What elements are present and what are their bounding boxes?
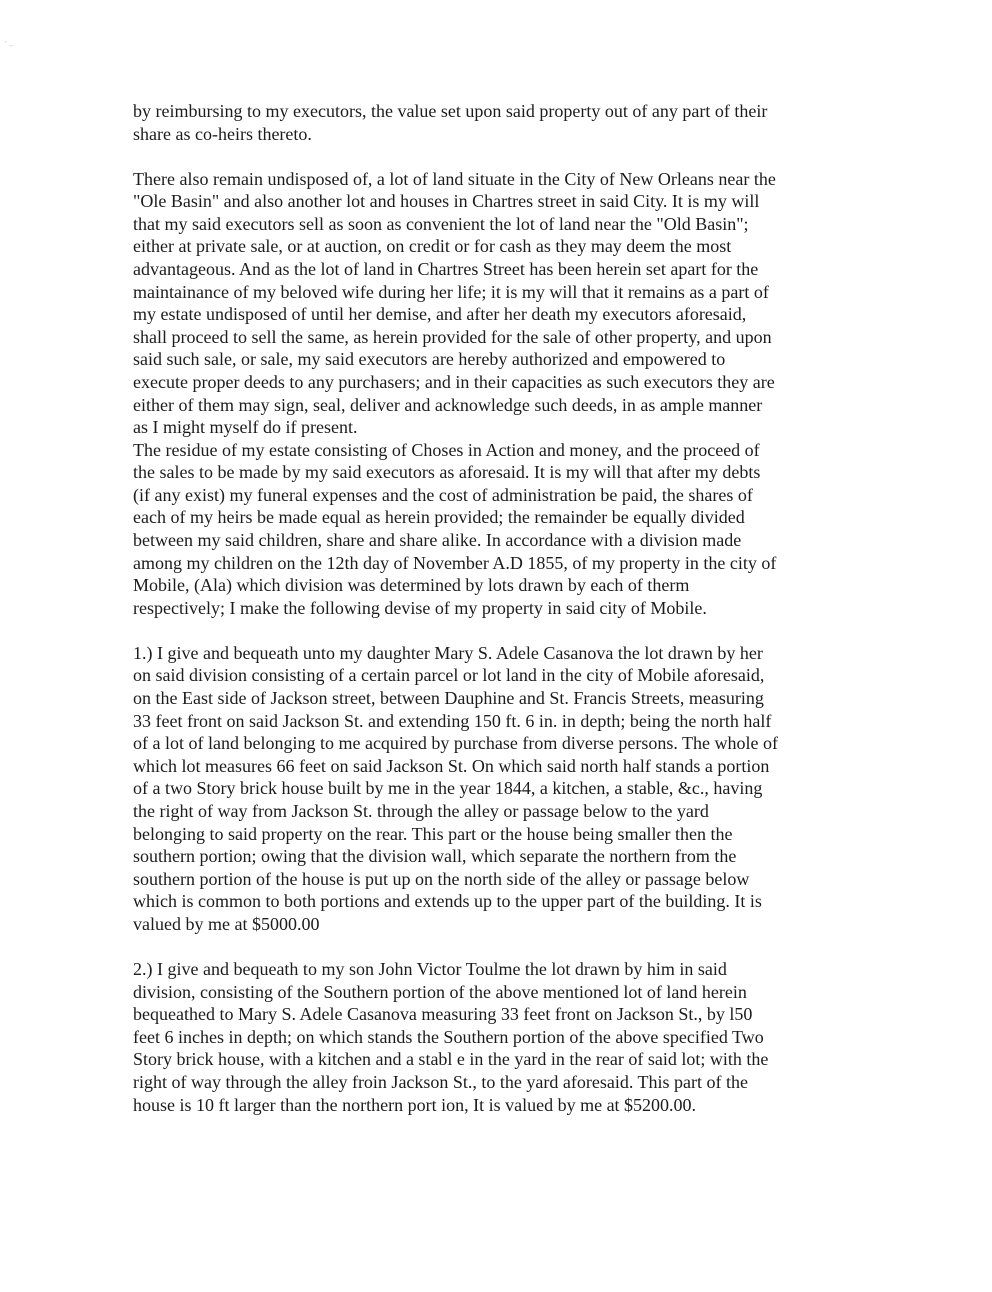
text-line: southern portion of the house is put up on the north side of the alley or passage below xyxy=(133,868,750,889)
text-line: which is common to both portions and extends up to the upper part of the building. It is xyxy=(133,891,762,912)
text-line: The residue of my estate consisting of Choses in Action and money, and the proceed of xyxy=(133,439,760,460)
text-line: either of them may sign, seal, deliver and acknowledge such deeds, in as ample manner xyxy=(133,394,763,415)
text-line: bequeathed to Mary S. Adele Casanova measuring 33 feet front on Jackson St., by l50 xyxy=(133,1004,753,1025)
paragraph-undisposed-land xyxy=(133,168,853,620)
text-line: my estate undisposed of until her demise, and after her death my executors aforesaid, xyxy=(133,304,747,325)
text-line: each of my heirs be made equal as herein provided; the remainder be equally divided xyxy=(133,507,745,528)
paragraph-gap xyxy=(133,936,853,958)
paragraph-gap xyxy=(133,145,853,167)
text-line: Mobile, (Ala) which division was determined by lots drawn by each of therm xyxy=(133,575,690,596)
text-line: said such sale, or sale, my said executors are hereby authorized and empowered to xyxy=(133,349,726,370)
text-line: as I might myself do if present. xyxy=(133,417,358,438)
text-line: feet 6 inches in depth; on which stands the Southern portion of the above specified Two xyxy=(133,1026,764,1047)
text-line: valued by me at $5000.00 xyxy=(133,913,320,934)
text-line: of a two Story brick house built by me in the year 1844, a kitchen, a stable, &c., having xyxy=(133,778,763,799)
text-line: share as co-heirs thereto. xyxy=(133,123,312,144)
text-line: There also remain undisposed of, a lot of land situate in the City of New Orleans near the xyxy=(133,168,776,189)
text-line: (if any exist) my funeral expenses and the cost of administration be paid, the shares of xyxy=(133,484,753,505)
document-body xyxy=(133,100,853,1116)
paragraph-reimbursing xyxy=(133,100,853,145)
text-line: the right of way from Jackson St. through the alley or passage below to the yard xyxy=(133,801,709,821)
scan-mark: ‐ _ xyxy=(4,37,14,46)
text-line: on said division consisting of a certain parcel or lot land in the city of Mobile aforesaid, xyxy=(133,665,765,686)
text-line: "Ole Basin" and also another lot and houses in Chartres street in said City. It is my will xyxy=(133,191,760,212)
text-line: 33 feet front on said Jackson St. and extending 150 ft. 6 in. in depth; being the north half xyxy=(133,710,772,731)
text-line: house is 10 ft larger than the northern port ion, It is valued by me at $5200.00. xyxy=(133,1094,697,1115)
text-line: the sales to be made by my said executors as aforesaid. It is my will that after my debts xyxy=(133,462,761,483)
text-line: by reimbursing to my executors, the value set upon said property out of any part of their xyxy=(133,101,768,121)
text-line: maintainance of my beloved wife during her life; it is my will that it remains as a part of xyxy=(133,281,769,302)
text-line: belonging to said property on the rear. This part or the house being smaller then the xyxy=(133,823,733,844)
text-line: among my children on the 12th day of November A.D 1855, of my property in the city of xyxy=(133,552,777,573)
text-line: on the East side of Jackson street, between Dauphine and St. Francis Streets, measuring xyxy=(133,688,764,709)
text-line: that my said executors sell as soon as convenient the lot of land near the "Old Basin"; xyxy=(133,213,749,234)
text-line: advantageous. And as the lot of land in Chartres Street has been herein set apart for the xyxy=(133,258,759,279)
text-line: respectively; I make the following devise of my property in said city of Mobile. xyxy=(133,597,707,618)
text-line: of a lot of land belonging to me acquired by purchase from diverse persons. The whole of xyxy=(133,733,778,754)
text-line: 2.) I give and bequeath to my son John Victor Toulme the lot drawn by him in said xyxy=(133,958,727,979)
text-line: execute proper deeds to any purchasers; and in their capacities as such executors they are xyxy=(133,371,775,392)
text-line: southern portion; owing that the division wall, which separate the northern from the xyxy=(133,846,737,867)
text-line: shall proceed to sell the same, as herein provided for the sale of other property, and upon xyxy=(133,326,772,347)
paragraph-bequest-1 xyxy=(133,642,853,936)
paragraph-bequest-2 xyxy=(133,958,853,1116)
text-line: either at private sale, or at auction, on credit or for cash as they may deem the most xyxy=(133,236,732,257)
text-line: division, consisting of the Southern portion of the above mentioned lot of land herein xyxy=(133,981,747,1002)
text-line: which lot measures 66 feet on said Jackson St. On which said north half stands a portion xyxy=(133,755,770,776)
paragraph-gap xyxy=(133,619,853,641)
text-line: right of way through the alley froin Jackson St., to the yard aforesaid. This part of the xyxy=(133,1071,749,1092)
text-line: 1.) I give and bequeath unto my daughter Mary S. Adele Casanova the lot drawn by her xyxy=(133,642,763,663)
text-line: between my said children, share and share alike. In accordance with a division made xyxy=(133,530,742,551)
text-line: Story brick house, with a kitchen and a stabl e in the yard in the rear of said lot; with the xyxy=(133,1049,769,1070)
